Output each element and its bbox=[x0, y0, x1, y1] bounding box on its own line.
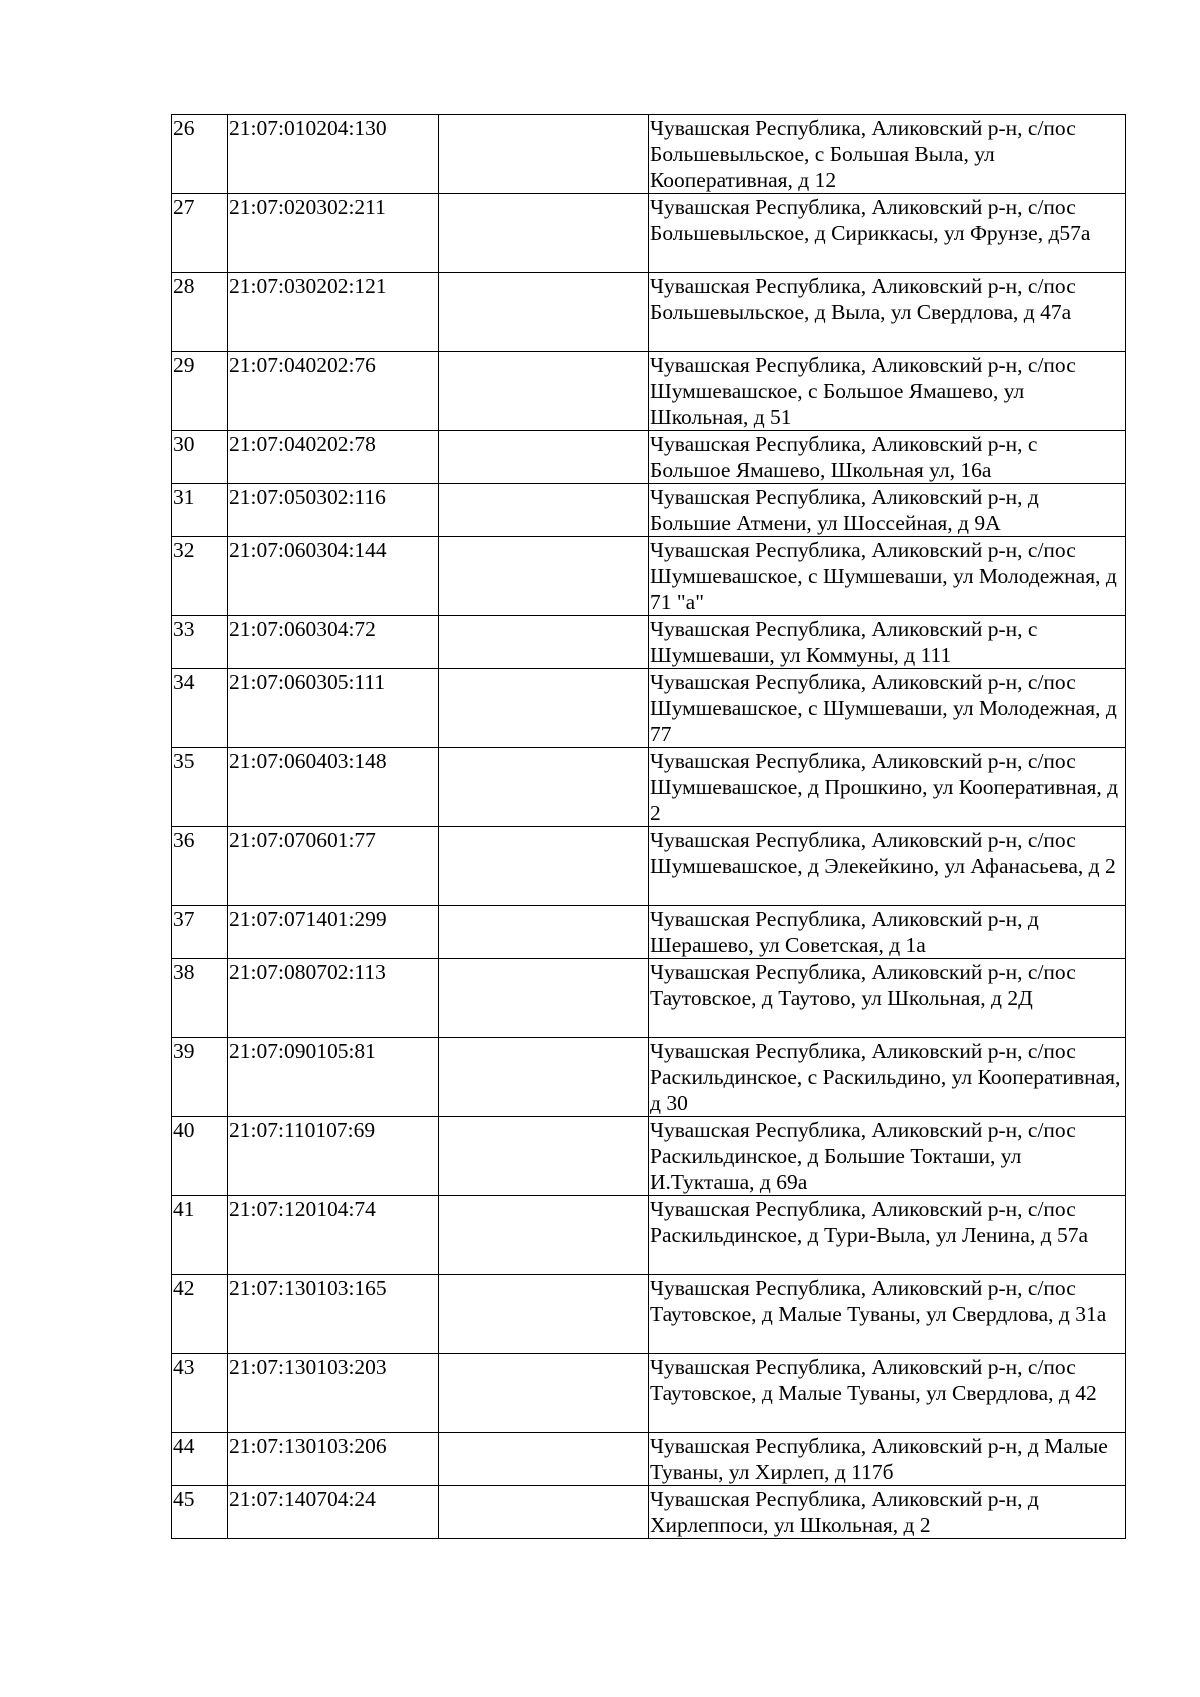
address-cell: Чувашская Республика, Аликовский р-н, с/пос Раскильдинское, с Раскильдино, ул Кооперативная, д 30 bbox=[649, 1038, 1126, 1117]
address-cell: Чувашская Республика, Аликовский р-н, с/пос Шумшевашское, д Элекейкино, ул Афанасьева, д 2 bbox=[649, 827, 1126, 906]
table-row bbox=[172, 194, 1126, 273]
property-registry-table bbox=[171, 114, 1126, 1539]
row-number-cell: 37 bbox=[172, 906, 228, 959]
table-row bbox=[172, 1275, 1126, 1354]
table-row bbox=[172, 537, 1126, 616]
cadastral-number-cell: 21:07:040202:76 bbox=[228, 352, 439, 431]
table-row bbox=[172, 906, 1126, 959]
row-number-cell: 33 bbox=[172, 616, 228, 669]
table-row bbox=[172, 1486, 1126, 1539]
cadastral-number-cell: 21:07:130103:206 bbox=[228, 1433, 439, 1486]
table-row bbox=[172, 1433, 1126, 1486]
table-row bbox=[172, 1196, 1126, 1275]
table-row bbox=[172, 616, 1126, 669]
address-cell: Чувашская Республика, Аликовский р-н, с/пос Раскильдинское, д Тури-Выла, ул Ленина, д 57а bbox=[649, 1196, 1126, 1275]
address-cell: Чувашская Республика, Аликовский р-н, с/пос Шумшевашское, с Шумшеваши, ул Молодежная, д 71 "а" bbox=[649, 537, 1126, 616]
empty-cell bbox=[439, 669, 649, 748]
row-number-cell: 27 bbox=[172, 194, 228, 273]
address-cell: Чувашская Республика, Аликовский р-н, с Большое Ямашево, Школьная ул, 16а bbox=[649, 431, 1126, 484]
table-row bbox=[172, 484, 1126, 537]
empty-cell bbox=[439, 827, 649, 906]
empty-cell bbox=[439, 1038, 649, 1117]
row-number-cell: 36 bbox=[172, 827, 228, 906]
row-number-cell: 43 bbox=[172, 1354, 228, 1433]
empty-cell bbox=[439, 1433, 649, 1486]
empty-cell bbox=[439, 616, 649, 669]
table-row bbox=[172, 748, 1126, 827]
cadastral-number-cell: 21:07:060403:148 bbox=[228, 748, 439, 827]
empty-cell bbox=[439, 959, 649, 1038]
table-row bbox=[172, 959, 1126, 1038]
row-number-cell: 26 bbox=[172, 115, 228, 194]
address-cell: Чувашская Республика, Аликовский р-н, с/пос Таутовское, д Таутово, ул Школьная, д 2Д bbox=[649, 959, 1126, 1038]
row-number-cell: 35 bbox=[172, 748, 228, 827]
table-row bbox=[172, 1117, 1126, 1196]
address-cell: Чувашская Республика, Аликовский р-н, д Шерашево, ул Советская, д 1а bbox=[649, 906, 1126, 959]
empty-cell bbox=[439, 537, 649, 616]
address-cell: Чувашская Республика, Аликовский р-н, д Большие Атмени, ул Шоссейная, д 9А bbox=[649, 484, 1126, 537]
empty-cell bbox=[439, 273, 649, 352]
empty-cell bbox=[439, 1196, 649, 1275]
row-number-cell: 44 bbox=[172, 1433, 228, 1486]
address-cell: Чувашская Республика, Аликовский р-н, с/пос Таутовское, д Малые Туваны, ул Свердлова, д 42 bbox=[649, 1354, 1126, 1433]
empty-cell bbox=[439, 748, 649, 827]
cadastral-number-cell: 21:07:130103:203 bbox=[228, 1354, 439, 1433]
address-cell: Чувашская Республика, Аликовский р-н, с/пос Таутовское, д Малые Туваны, ул Свердлова, д 31а bbox=[649, 1275, 1126, 1354]
cadastral-number-cell: 21:07:020302:211 bbox=[228, 194, 439, 273]
cadastral-number-cell: 21:07:010204:130 bbox=[228, 115, 439, 194]
row-number-cell: 32 bbox=[172, 537, 228, 616]
row-number-cell: 31 bbox=[172, 484, 228, 537]
row-number-cell: 34 bbox=[172, 669, 228, 748]
cadastral-number-cell: 21:07:060304:72 bbox=[228, 616, 439, 669]
row-number-cell: 45 bbox=[172, 1486, 228, 1539]
row-number-cell: 39 bbox=[172, 1038, 228, 1117]
table-row bbox=[172, 827, 1126, 906]
cadastral-number-cell: 21:07:060304:144 bbox=[228, 537, 439, 616]
empty-cell bbox=[439, 484, 649, 537]
row-number-cell: 29 bbox=[172, 352, 228, 431]
empty-cell bbox=[439, 1354, 649, 1433]
cadastral-number-cell: 21:07:090105:81 bbox=[228, 1038, 439, 1117]
row-number-cell: 30 bbox=[172, 431, 228, 484]
address-cell: Чувашская Республика, Аликовский р-н, с/пос Шумшевашское, с Большое Ямашево, ул Школьная, д 51 bbox=[649, 352, 1126, 431]
address-cell: Чувашская Республика, Аликовский р-н, д Малые Туваны, ул Хирлеп, д 117б bbox=[649, 1433, 1126, 1486]
empty-cell bbox=[439, 194, 649, 273]
cadastral-number-cell: 21:07:070601:77 bbox=[228, 827, 439, 906]
empty-cell bbox=[439, 352, 649, 431]
table-row bbox=[172, 1038, 1126, 1117]
empty-cell bbox=[439, 431, 649, 484]
cadastral-number-cell: 21:07:030202:121 bbox=[228, 273, 439, 352]
empty-cell bbox=[439, 1486, 649, 1539]
cadastral-number-cell: 21:07:110107:69 bbox=[228, 1117, 439, 1196]
row-number-cell: 42 bbox=[172, 1275, 228, 1354]
row-number-cell: 38 bbox=[172, 959, 228, 1038]
table-row bbox=[172, 273, 1126, 352]
address-cell: Чувашская Республика, Аликовский р-н, с/пос Шумшевашское, с Шумшеваши, ул Молодежная, д 77 bbox=[649, 669, 1126, 748]
empty-cell bbox=[439, 1117, 649, 1196]
address-cell: Чувашская Республика, Аликовский р-н, с Шумшеваши, ул Коммуны, д 111 bbox=[649, 616, 1126, 669]
registry-table-body bbox=[172, 115, 1126, 1539]
address-cell: Чувашская Республика, Аликовский р-н, с/пос Большевыльское, с Большая Выла, ул Кооперативная, д 12 bbox=[649, 115, 1126, 194]
table-row bbox=[172, 1354, 1126, 1433]
cadastral-number-cell: 21:07:140704:24 bbox=[228, 1486, 439, 1539]
address-cell: Чувашская Республика, Аликовский р-н, с/пос Шумшевашское, д Прошкино, ул Кооперативная, д 2 bbox=[649, 748, 1126, 827]
row-number-cell: 28 bbox=[172, 273, 228, 352]
row-number-cell: 41 bbox=[172, 1196, 228, 1275]
empty-cell bbox=[439, 1275, 649, 1354]
address-cell: Чувашская Республика, Аликовский р-н, д Хирлеппоси, ул Школьная, д 2 bbox=[649, 1486, 1126, 1539]
row-number-cell: 40 bbox=[172, 1117, 228, 1196]
table-row bbox=[172, 115, 1126, 194]
cadastral-number-cell: 21:07:120104:74 bbox=[228, 1196, 439, 1275]
empty-cell bbox=[439, 115, 649, 194]
empty-cell bbox=[439, 906, 649, 959]
cadastral-number-cell: 21:07:080702:113 bbox=[228, 959, 439, 1038]
address-cell: Чувашская Республика, Аликовский р-н, с/пос Раскильдинское, д Большие Токташи, ул И.Тукташа, д 69а bbox=[649, 1117, 1126, 1196]
table-row bbox=[172, 352, 1126, 431]
cadastral-number-cell: 21:07:060305:111 bbox=[228, 669, 439, 748]
cadastral-number-cell: 21:07:050302:116 bbox=[228, 484, 439, 537]
cadastral-number-cell: 21:07:071401:299 bbox=[228, 906, 439, 959]
address-cell: Чувашская Республика, Аликовский р-н, с/пос Большевыльское, д Сириккасы, ул Фрунзе, д57а bbox=[649, 194, 1126, 273]
cadastral-number-cell: 21:07:130103:165 bbox=[228, 1275, 439, 1354]
table-row bbox=[172, 431, 1126, 484]
table-row bbox=[172, 669, 1126, 748]
cadastral-number-cell: 21:07:040202:78 bbox=[228, 431, 439, 484]
address-cell: Чувашская Республика, Аликовский р-н, с/пос Большевыльское, д Выла, ул Свердлова, д 47а bbox=[649, 273, 1126, 352]
